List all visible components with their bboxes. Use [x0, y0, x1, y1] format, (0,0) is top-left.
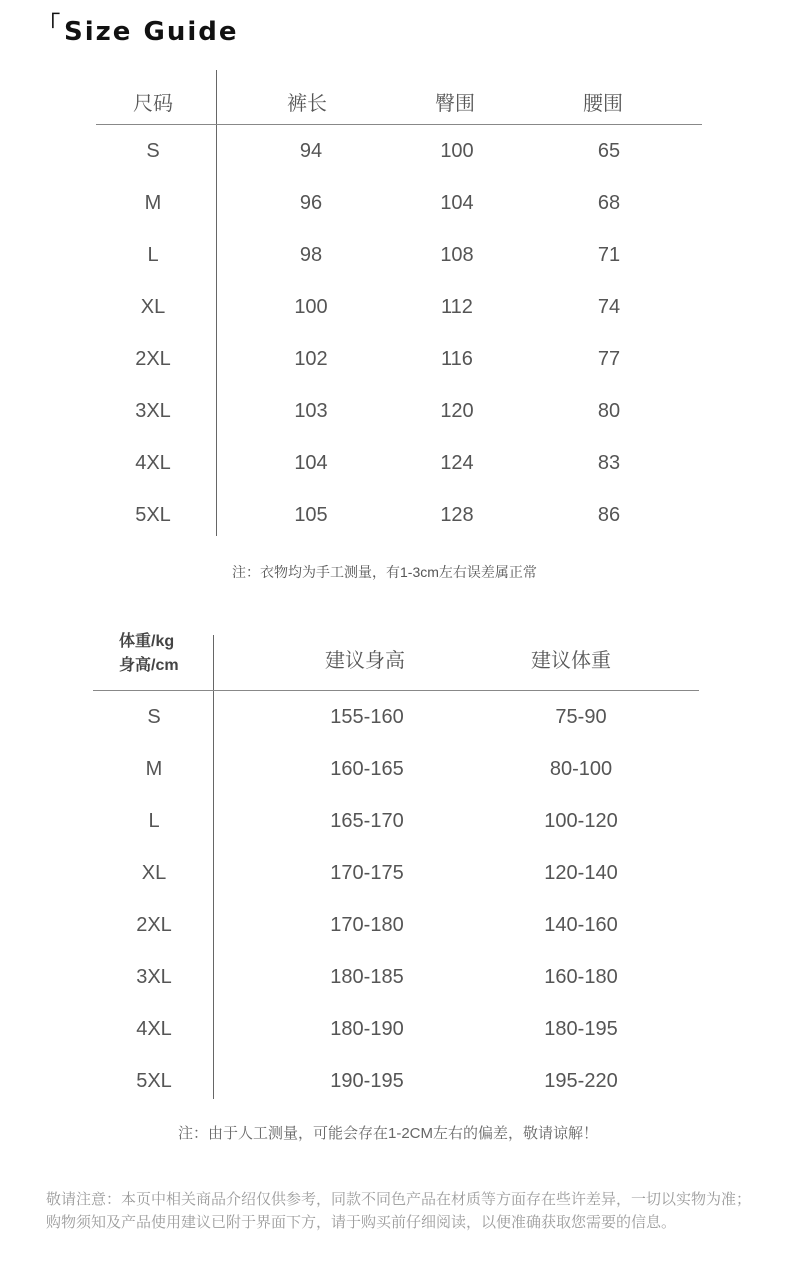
cell-waist: 83	[597, 452, 621, 474]
cell-size: S	[147, 706, 161, 728]
cell-waist: 68	[597, 192, 621, 214]
cell-suggested-weight: 120-140	[544, 862, 618, 884]
cell-suggested-weight: 195-220	[544, 1070, 618, 1092]
size-table-divider-horizontal	[96, 124, 702, 125]
cell-waist: 86	[597, 504, 621, 526]
cell-hip: 116	[441, 348, 473, 370]
cell-suggested-height: 160-165	[330, 758, 404, 780]
cell-size: 4XL	[136, 1018, 172, 1040]
recommendation-table-note: 注：由于人工测量，可能会存在1-2CM左右的偏差，敬请谅解！	[178, 1125, 599, 1142]
cell-pants-length: 96	[299, 192, 323, 214]
cell-pants-length: 100	[294, 296, 328, 318]
cell-suggested-height: 190-195	[330, 1070, 404, 1092]
title-bracket: 「	[38, 13, 63, 38]
cell-suggested-height: 165-170	[330, 810, 404, 832]
recommendation-table-divider-horizontal	[93, 690, 699, 691]
cell-size: L	[148, 810, 160, 832]
header-suggested-weight: 建议体重	[531, 650, 611, 672]
cell-hip: 112	[441, 296, 473, 318]
cell-waist: 65	[597, 140, 621, 162]
cell-pants-length: 105	[294, 504, 328, 526]
cell-size: 3XL	[135, 400, 171, 422]
corner-height-label: 身高/cm	[119, 657, 179, 674]
cell-size: M	[144, 192, 162, 214]
cell-waist: 77	[597, 348, 621, 370]
cell-size: 2XL	[135, 348, 171, 370]
cell-suggested-weight: 140-160	[544, 914, 618, 936]
cell-suggested-height: 180-190	[330, 1018, 404, 1040]
title-text: Size Guide	[64, 17, 239, 47]
cell-suggested-height: 170-175	[330, 862, 404, 884]
cell-hip: 128	[440, 504, 474, 526]
cell-pants-length: 102	[294, 348, 328, 370]
cell-pants-length: 103	[294, 400, 328, 422]
cell-suggested-height: 155-160	[330, 706, 404, 728]
header-suggested-height: 建议身高	[325, 650, 405, 672]
page-title	[38, 8, 238, 47]
cell-suggested-height: 170-180	[330, 914, 404, 936]
size-table-divider-vertical	[216, 70, 217, 536]
size-table-note: 注：衣物均为手工测量，有1-3cm左右误差属正常	[232, 564, 537, 580]
cell-hip: 120	[440, 400, 474, 422]
cell-suggested-height: 180-185	[330, 966, 404, 988]
cell-size: XL	[141, 862, 167, 884]
footer-disclaimer: 敬请注意：本页中相关商品介绍仅供参考，同款不同色产品在材质等方面存在些许差异，一切以实物为准；购物须知及产品使用建议已附于界面下方，请于购买前仔细阅读，以便准确获取您需要的信息。	[46, 1191, 752, 1231]
cell-hip: 104	[440, 192, 474, 214]
cell-size: 4XL	[135, 452, 171, 474]
cell-hip: 124	[440, 452, 474, 474]
cell-pants-length: 104	[294, 452, 328, 474]
cell-pants-length: 94	[299, 140, 323, 162]
header-pants-length: 裤长	[287, 93, 327, 115]
cell-size: 5XL	[136, 1070, 172, 1092]
cell-suggested-weight: 100-120	[544, 810, 618, 832]
cell-size: XL	[140, 296, 166, 318]
cell-size: 5XL	[135, 504, 171, 526]
cell-size: 2XL	[136, 914, 172, 936]
cell-waist: 71	[597, 244, 621, 266]
cell-hip: 108	[440, 244, 474, 266]
corner-weight-label: 体重/kg	[119, 633, 175, 650]
header-hip: 臀围	[435, 93, 475, 115]
cell-size: 3XL	[136, 966, 172, 988]
cell-suggested-weight: 180-195	[544, 1018, 618, 1040]
header-corner	[119, 630, 179, 678]
cell-size: S	[146, 140, 160, 162]
cell-waist: 74	[597, 296, 621, 318]
cell-waist: 80	[597, 400, 621, 422]
cell-hip: 100	[440, 140, 474, 162]
cell-suggested-weight: 160-180	[544, 966, 618, 988]
recommendation-table-divider-vertical	[213, 635, 214, 1099]
cell-size: L	[147, 244, 159, 266]
cell-size: M	[145, 758, 163, 780]
cell-suggested-weight: 80-100	[549, 758, 613, 780]
header-size: 尺码	[133, 93, 173, 115]
cell-pants-length: 98	[299, 244, 323, 266]
cell-suggested-weight: 75-90	[555, 706, 607, 728]
header-waist: 腰围	[583, 93, 623, 115]
